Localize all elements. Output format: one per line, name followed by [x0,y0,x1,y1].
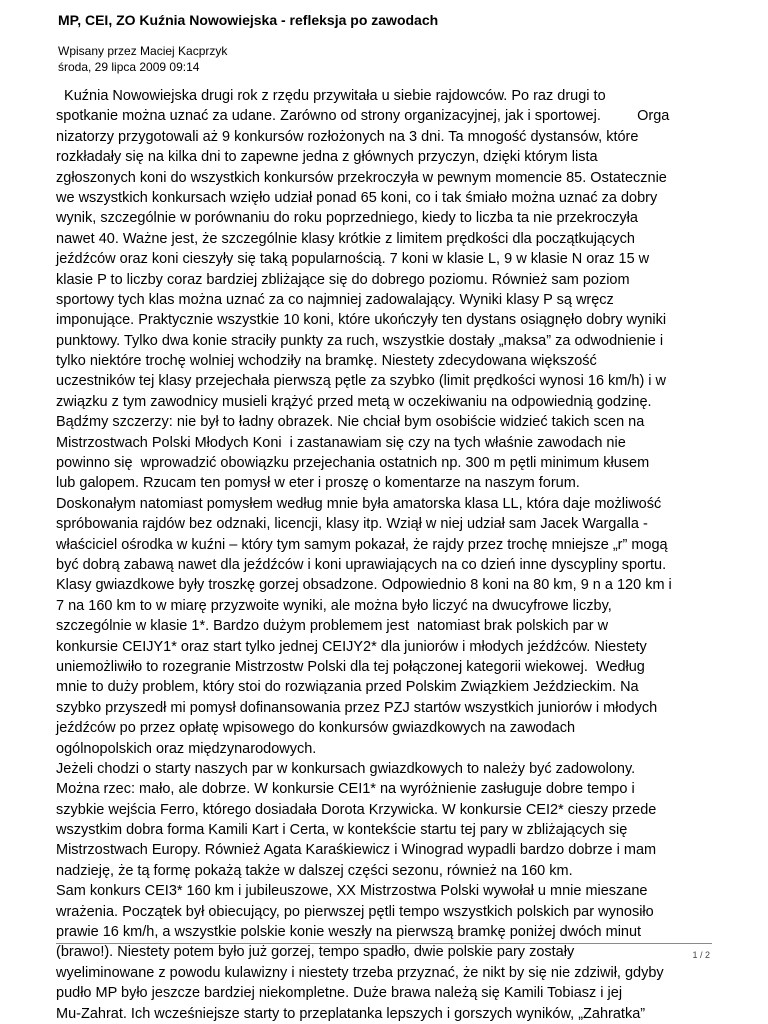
article-body [56,86,746,1024]
article-line: Sam konkurs CEI3* 160 km i jubileuszowe, XX Mistrzostwa Polski wywołał u mnie mieszane [56,883,648,900]
article-line: nadzieję, że tą formę pokażą także w dalszej części sezonu, również na 160 km. [56,862,573,879]
article-line: Bądźmy szczerzy: nie był to ładny obrazek. Nie chciał bym osobiście widzieć takich scen na [56,414,645,431]
article-line: konkursie CEIJY1* oraz start tylko jednej CEIJY2* dla juniorów i młodych jeźdźców. Niestety [56,638,647,655]
article-line: jeźdźców oraz koni cieszyły się taką popularnością. 7 koni w klasie L, 9 w klasie N oraz 15 w [56,251,650,268]
article-line: ogólnopolskich oraz międzynarodowych. [56,740,317,757]
article-line: punktowy. Tylko dwa konie straciły punkty za ruch, wszystkie dostały „maksa” za odwodnienie i [56,332,664,349]
article-line: nawet 40. Ważne jest, że szczególnie klasy krótkie z limitem prędkości dla początkujących [56,230,635,247]
article-line: (brawo!). Niestety potem było już gorzej, tempo spadło, dwie polskie pary zostały [56,944,575,961]
article-line: spotkanie można uznać za udane. Zarówno od strony organizacyjnej, jak i sportowej. Orga [56,108,670,125]
article-date: środa, 29 lipca 2009 09:14 [58,60,200,74]
article-line: Klasy gwiazdkowe były troszkę gorzej obsadzone. Odpowiednio 8 koni na 80 km, 9 n a 120 km i [56,577,672,594]
article-line: tylko niektóre trochę wolniej wchodziły na bramkę. Niestety zdecydowana większość [56,353,597,370]
article-line: sportowy tych klas można uznać za co najmniej zadowalający. Wyniki klasy P są wręcz [56,291,614,308]
article-line: prawie 16 km/h, a wszystkie polskie konie weszły na pierwszą bramkę poniżej dwóch minut [56,924,642,941]
article-line: Mistrzostwach Polski Młodych Koni i zastanawiam się czy na tych właśnie zawodach nie [56,434,626,451]
article-line: wyeliminowane z powodu kulawizny i niestety trzeba przyznać, że nikt by się nie zdziwił, gdyby [56,964,664,981]
footer-divider [56,943,712,944]
article-line: imponujące. Praktycznie wszystkie 10 koni, które ukończyły ten dystans osiągnęło dobry wyniki [56,312,667,329]
article-line: Mu-Zahrat. Ich wcześniejsze starty to przeplatanka lepszych i gorszych wyników, „Zahratka” [56,1005,646,1022]
article-line: rozkładały się na kilka dni to zapewne jedna z głównych przyczyn, dzięki którym lista [56,149,598,166]
article-line: wrażenia. Początek był obiecujący, po pierwszej pętli tempo wszystkich polskich par wynosiło [56,903,654,920]
article-author: Wpisany przez Maciej Kacprzyk [58,44,228,58]
article-line: jeźdźców po przez opłatę wpisowego do konkursów gwiazdkowych na zawodach [56,720,576,737]
article-line: Mistrzostwach Europy. Również Agata Karaśkiewicz i Winograd wypadli bardzo dobrze i mam [56,842,657,859]
article-title: MP, CEI, ZO Kuźnia Nowowiejska - refleksja po zawodach [58,12,439,28]
article-line: Można rzec: mało, ale dobrze. W konkursie CEI1* na wyróżnienie zasługuje dobre tempo i [56,781,635,798]
article-line: klasie P to liczby coraz bardziej zbliżające się do dobrego poziomu. Również sam poziom [56,271,630,288]
page-number: 1 / 2 [692,950,710,960]
article-line: uczestników tej klasy przejechała pierwszą pętle za szybko (limit prędkości wynosi 16 km/h) i w [56,373,667,390]
article-line: mnie to duży problem, który stoi do rozwiązania przed Polskim Związkiem Jeździeckim. Na [56,679,639,696]
article-line: we wszystkich konkursach wzięło udział ponad 65 koni, co i tak śmiało można uznać za dobry [56,189,658,206]
article-line: właściciel ośrodka w kuźni – który tym samym pokazał, że rajdy przez trochę mniejsze „r” mogą [56,536,668,553]
article-line: być dobrą zabawą nawet dla jeźdźców i koni uprawiających na co dzień inne dyscypliny sportu. [56,556,667,573]
article-line: Kuźnia Nowowiejska drugi rok z rzędu przywitała u siebie rajdowców. Po raz drugi to [56,88,606,104]
article-line: zgłoszonych koni do wszystkich konkursów przekroczyła w pewnym momencie 85. Ostatecznie [56,169,667,186]
article-line: powinno się wprowadzić obowiązku przejechania ostatnich np. 300 m pętli minimum kłusem [56,455,650,472]
article-line: szybko przyszedł mi pomysł dofinansowania przez PZJ startów wszystkich juniorów i młodych [56,699,658,716]
article-line: spróbowania rajdów bez odznaki, licencji, klasy itp. Wziął w niej udział sam Jacek Wargalla - [56,516,648,533]
article-line: pudło MP było jeszcze bardziej niekompletne. Duże brawa należą się Kamili Tobiasz i jej [56,985,623,1002]
article-line: Jeżeli chodzi o starty naszych par w konkursach gwiazdkowych to należy być zadowolony. [56,760,636,777]
article-line: nizatorzy przygotowali aż 9 konkursów rozłożonych na 3 dni. Ta mnogość dystansów, które [56,128,639,145]
article-line: Doskonałym natomiast pomysłem według mnie była amatorska klasa LL, która daje możliwość [56,495,662,512]
article-line: związku z tym zawodnicy musieli krążyć przed metą w oczekiwaniu na odpowiednią godzinę. [56,393,652,410]
article-line: szczególnie w klasie 1*. Bardzo dużym problemem jest natomiast brak polskich par w [56,618,609,635]
article-line: wynik, szczególnie w porównaniu do roku poprzedniego, kiedy to liczba ta nie przekroczyła [56,210,638,227]
article-line: lub galopem. Rzucam ten pomysł w eter i proszę o komentarze na naszym forum. [56,475,580,492]
article-line: 7 na 160 km to w miarę przyzwoite wyniki, ale można było liczyć na dwucyfrowe liczby, [56,597,612,614]
article-line: uniemożliwiło to rozegranie Mistrzostw Polski dla tej połączonej kategorii wiekowej. Według [56,658,645,675]
article-line: wszystkim dobra forma Kamili Kart i Certa, w kontekście startu tej pary w zbliżających się [56,822,628,839]
article-line: szybkie wejścia Ferro, którego dosiadała Dorota Krzywicka. W konkursie CEI2* cieszy przede [56,801,657,818]
